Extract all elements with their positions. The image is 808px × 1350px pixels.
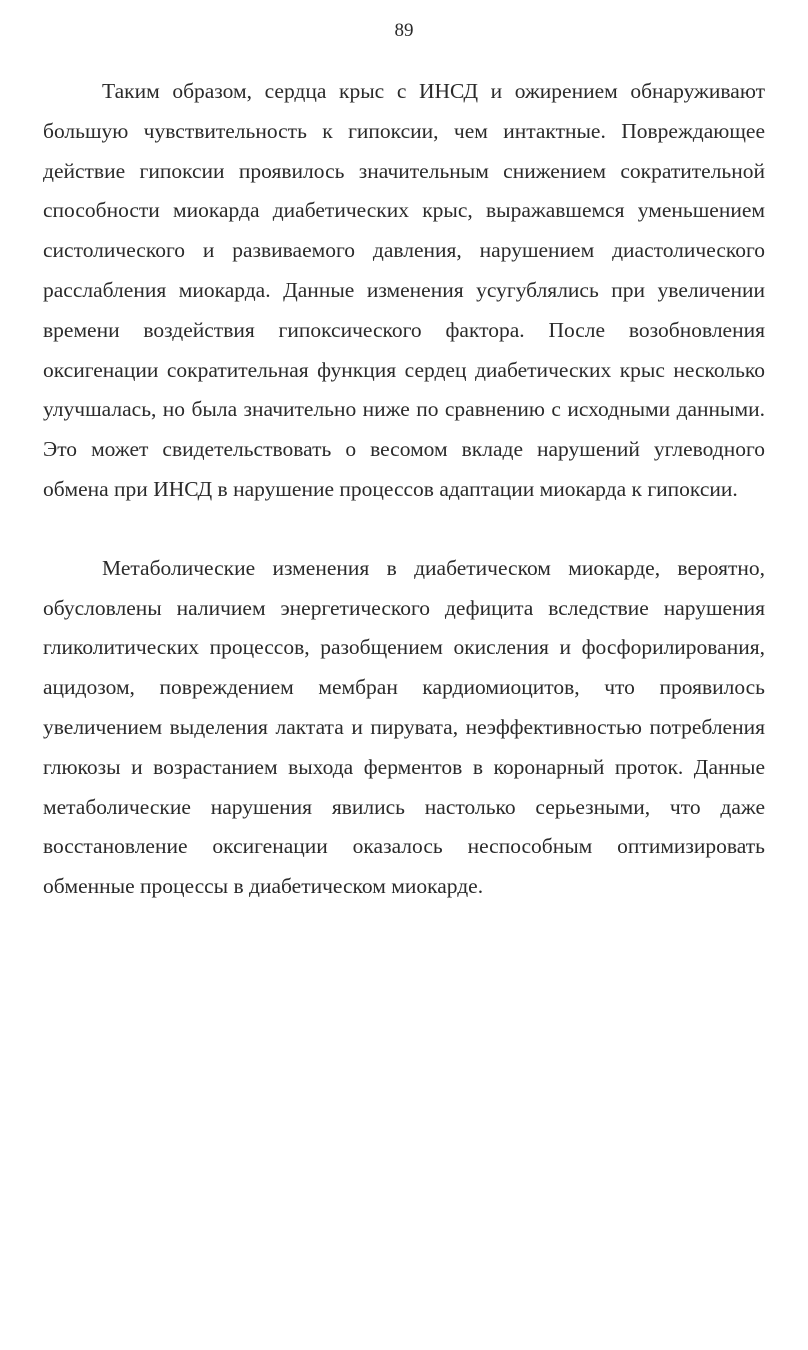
page-number: 89 bbox=[394, 20, 414, 41]
paragraph-hypoxia-sensitivity: Таким образом, сердца крыс с ИНСД и ожирением обнаруживают большую чувствительность к гипоксии, чем интактные. Повреждающее действие гипоксии проявилось значительным снижением сократительной способности миокарда диабетических крыс, выражавшемся уменьшением систолического и развиваемого давления, нарушением диастолического расслабления миокарда. Данные изменения усугублялись при увеличении времени воздействия гипоксического фактора. После возобновления оксигенации сократительная функция сердец диабетических крыс несколько улучшалась, но была значительно ниже по сравнению с исходными данными. Это может свидетельствовать о весомом вкладе нарушений углеводного обмена при ИНСД в нарушение процессов адаптации миокарда к гипоксии. bbox=[43, 79, 765, 501]
paragraph-metabolic-changes: Метаболические изменения в диабетическом миокарде, вероятно, обусловлены наличием энергетического дефицита вследствие нарушения гликолитических процессов, разобщением окисления и фосфорилирования, ацидозом, повреждением мембран кардиомиоцитов, что проявилось увеличением выделения лактата и пирувата, неэффективностью потребления глюкозы и возрастанием выхода ферментов в коронарный проток. Данные метаболические нарушения явились настолько серьезными, что даже восстановление оксигенации оказалось неспособным оптимизировать обменные процессы в диабетическом миокарде. bbox=[43, 555, 765, 899]
body-text bbox=[43, 72, 765, 907]
